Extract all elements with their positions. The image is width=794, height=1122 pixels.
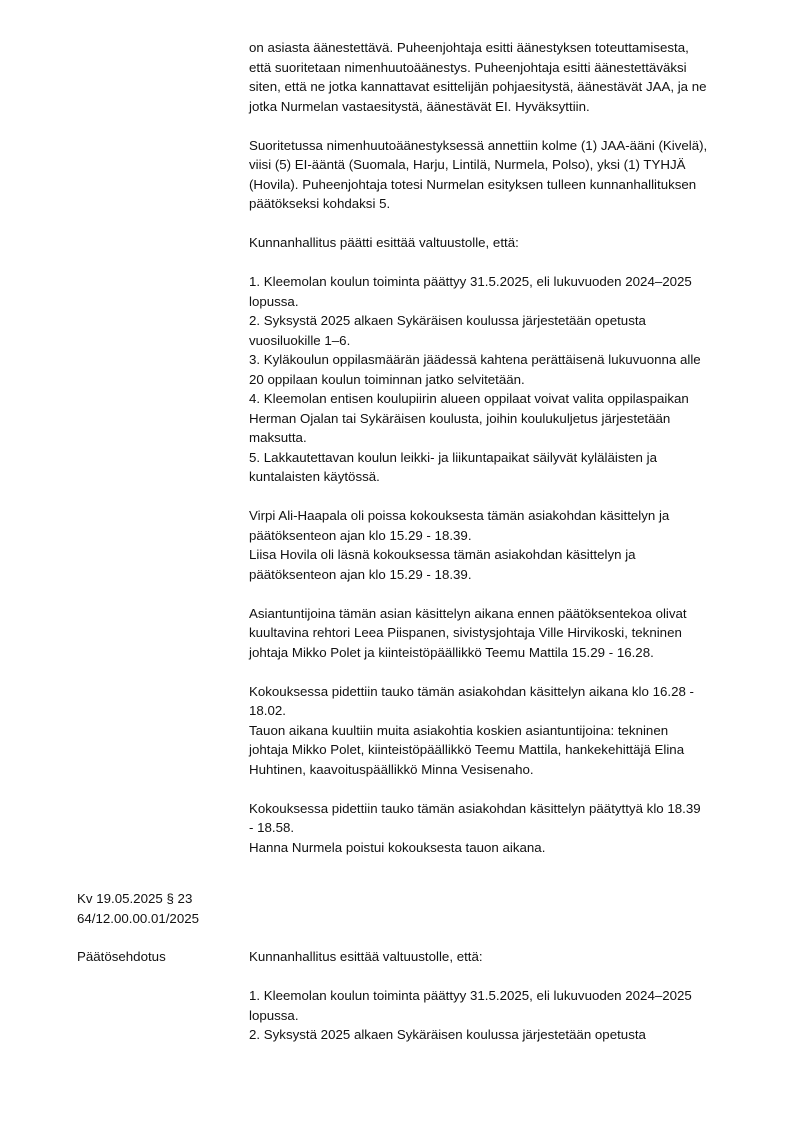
text-line: (Hovila). Puheenjohtaja totesi Nurmelan esityksen tulleen kunnanhallituksen xyxy=(249,176,697,192)
text-line: johtaja Mikko Polet, kiinteistöpäällikkö Teemu Mattila, hankekehittäjä Elina xyxy=(249,742,685,757)
text-line: Kokouksessa pidettiin tauko tämän asiakohdan käsittelyn päätyttyä klo 18.39 xyxy=(249,800,701,816)
voting-result-paragraph xyxy=(249,136,764,214)
text-line: - 18.58. xyxy=(249,820,295,835)
text-line: 5. Lakkautettavan koulun leikki- ja liikuntapaikat säilyvät kyläläisten ja xyxy=(249,449,657,465)
text-line: viisi (5) EI-ääntä (Suomala, Harju, Lintilä, Nurmela, Polso), yksi (1) TYHJÄ xyxy=(249,157,686,172)
text-line: Virpi Ali-Haapala oli poissa kokouksesta tämän asiakohdan käsittelyn ja xyxy=(249,508,670,523)
main-text-column xyxy=(249,38,764,877)
proposal-label: Päätösehdotus xyxy=(77,949,166,964)
text-line: päätöksenteon ajan klo 15.29 - 18.39. xyxy=(249,527,472,543)
decision-intro-paragraph xyxy=(249,233,764,253)
second-break-paragraph xyxy=(249,799,764,858)
council-meeting-ref: Kv 19.05.2025 § 23 xyxy=(77,891,193,906)
text-line: 1. Kleemolan koulun toiminta päättyy 31.5.2025, eli lukuvuoden 2024–2025 xyxy=(249,988,692,1003)
proposal-intro-paragraph xyxy=(249,947,764,967)
proposal-items-list xyxy=(249,986,764,1045)
text-line: 20 oppilaan koulun toiminnan jatko selvitetään. xyxy=(249,371,525,387)
text-line: Kokouksessa pidettiin tauko tämän asiakohdan käsittelyn aikana klo 16.28 - xyxy=(249,683,694,699)
text-line: siten, että ne jotka kannattavat esittelijän pohjaesitystä, äänestävät JAA, ja ne xyxy=(249,79,707,94)
text-line: maksutta. xyxy=(249,430,307,445)
text-line: päätökseksi kohdaksi 5. xyxy=(249,196,391,211)
text-line: Kunnanhallitus esittää valtuustolle, että: xyxy=(249,949,483,964)
text-line: Kunnanhallitus päätti esittää valtuustolle, että: xyxy=(249,235,519,250)
text-line: 2. Syksystä 2025 alkaen Sykäräisen koulussa järjestetään opetusta xyxy=(249,313,646,328)
voting-procedure-paragraph xyxy=(249,38,764,116)
text-line: vuosiluokille 1–6. xyxy=(249,332,351,348)
text-line: kuntalaisten käytössä. xyxy=(249,469,380,484)
experts-paragraph xyxy=(249,604,764,663)
text-line: johtaja Mikko Polet ja kiinteistöpäällikkö Teemu Mattila 15.29 - 16.28. xyxy=(249,644,654,660)
proposal-text-column xyxy=(249,947,764,1064)
text-line: 1. Kleemolan koulun toiminta päättyy 31.5.2025, eli lukuvuoden 2024–2025 xyxy=(249,274,692,289)
diary-number: 64/12.00.00.01/2025 xyxy=(77,910,200,926)
break-paragraph xyxy=(249,682,764,780)
text-line: Herman Ojalan tai Sykäräisen koulusta, joihin koulukuljetus järjestetään xyxy=(249,410,671,426)
text-line: Liisa Hovila oli läsnä kokouksessa tämän asiakohdan käsittelyn ja xyxy=(249,547,636,562)
council-meta xyxy=(77,889,199,928)
attendance-paragraph xyxy=(249,506,764,584)
text-line: 18.02. xyxy=(249,703,286,718)
text-line: lopussa. xyxy=(249,1007,299,1023)
text-line: Hanna Nurmela poistui kokouksesta tauon aikana. xyxy=(249,839,546,855)
text-line: Suoritetussa nimenhuutoäänestyksessä annettiin kolme (1) JAA-ääni (Kivelä), xyxy=(249,137,708,153)
text-line: kuultavina rehtori Leea Piispanen, sivistysjohtaja Ville Hirvikoski, tekninen xyxy=(249,625,682,640)
decision-items-list xyxy=(249,272,764,487)
text-line: että suoritetaan nimenhuutoäänestys. Puheenjohtaja esitti äänestettäväksi xyxy=(249,59,687,75)
text-line: Tauon aikana kuultiin muita asiakohtia koskien asiantuntijoina: tekninen xyxy=(249,722,669,738)
text-line: lopussa. xyxy=(249,293,299,309)
text-line: 3. Kyläkoulun oppilasmäärän jäädessä kahtena perättäisenä lukuvuonna alle xyxy=(249,352,701,367)
text-line: päätöksenteon ajan klo 15.29 - 18.39. xyxy=(249,566,472,582)
text-line: jotka Nurmelan vastaesitystä, äänestävät EI. Hyväksyttiin. xyxy=(249,98,590,114)
text-line: 2. Syksystä 2025 alkaen Sykäräisen koulussa järjestetään opetusta xyxy=(249,1027,646,1042)
text-line: on asiasta äänestettävä. Puheenjohtaja esitti äänestyksen toteuttamisesta, xyxy=(249,40,689,55)
text-line: Asiantuntijoina tämän asian käsittelyn aikana ennen päätöksentekoa olivat xyxy=(249,605,687,621)
text-line: Huhtinen, kaavoituspäällikkö Minna Vesisenaho. xyxy=(249,761,534,777)
text-line: 4. Kleemolan entisen koulupiirin alueen oppilaat voivat valita oppilaspaikan xyxy=(249,391,689,406)
